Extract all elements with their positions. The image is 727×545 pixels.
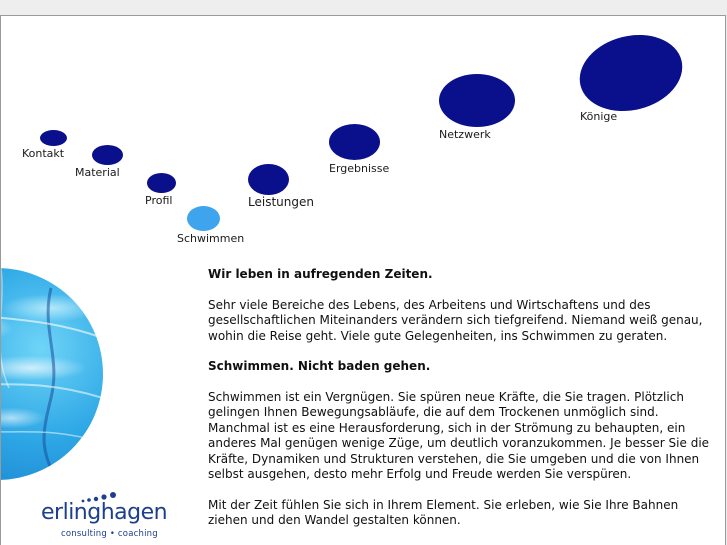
nav-label-koenige: Könige [580,110,618,123]
content-paragraph-2: Schwimmen ist ein Vergnügen. Sie spüren neue Kräfte, die Sie tragen. Plötzlich gelingen Ihnen Bewegungsabläufe, die auf dem Trockenen unmöglich sind. Manchmal ist es eine Herausforderung, sich in der Strömung zu behaupten, ein anderes Mal genügen wenige Züge, um deutlich voranzukommen. Je besser Sie die Kräfte, Dynamiken und Strukturen verstehen, die Sie umgeben und die von Ihnen selbst ausgehen, desto mehr Erfolg und Freude werden Sie verspüren. [208,389,710,481]
nav-label-netzwerk: Netzwerk [439,128,491,141]
content-paragraph-1: Sehr viele Bereiche des Lebens, des Arbeitens und Wirtschaftens und des gesellschaftlichen Miteinanders verändern sich tiefgreifend. Niemand weiß genau, wohin die Reise geht. Viele gute Gelegenheiten, ins Schwimmen zu geraten. [208,297,703,343]
content-heading-2: Schwimmen. Nicht baden gehen. [208,359,431,373]
nav-label-leistungen: Leistungen [248,195,314,209]
nav-label-material: Material [75,166,120,179]
nav-label-schwimmen: Schwimmen [177,232,245,245]
nav-dot-schwimmen [187,206,220,231]
nav-dot-ergebnisse [329,124,380,160]
nav-dot-material [92,145,123,165]
content-paragraph-3: Mit der Zeit fühlen Sie sich in Ihrem Element. Sie erleben, wie Sie Ihre Bahnen ziehen und den Wandel gestalten können. [208,497,679,527]
nav-dot-profil [147,173,176,193]
logo-tagline: consulting • coaching [61,529,158,539]
nav-dot-kontakt [40,130,67,146]
nav-dot-leistungen [248,164,289,195]
nav-dot-koenige [572,25,691,122]
erlinghagen-logo[interactable] [39,490,168,542]
page-frame [0,15,726,545]
logo-wordmark: erlinghagen [41,500,168,525]
nav-dot-netzwerk [439,74,515,127]
nav-label-kontakt: Kontakt [22,147,65,160]
nav-label-profil: Profil [145,194,173,207]
pool-water-image [0,268,103,480]
main-content [208,267,713,544]
nav-label-ergebnisse: Ergebnisse [329,162,390,175]
water-caustics-decoration [0,268,103,480]
content-heading-1: Wir leben in aufregenden Zeiten. [208,267,433,281]
